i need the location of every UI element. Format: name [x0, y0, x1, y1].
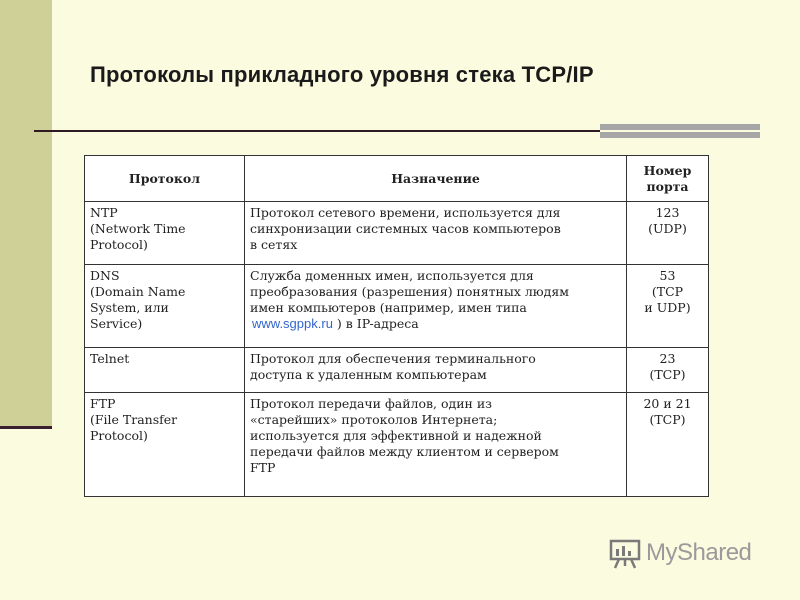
protocol-name: Telnet: [90, 350, 130, 366]
title-divider-block: [600, 124, 760, 138]
table-row: [85, 392, 709, 496]
purpose-cell: [245, 202, 627, 265]
protocol-fullname: Protocol): [90, 237, 148, 253]
port-number: 123: [655, 205, 680, 221]
protocol-name: FTP: [90, 395, 116, 411]
slide-title: Протоколы прикладного уровня стека TCP/IP: [90, 62, 594, 87]
header-port: [627, 156, 709, 202]
port-cell: [627, 392, 709, 496]
table-row: [85, 202, 709, 265]
protocol-fullname: (Domain Name: [90, 284, 186, 300]
purpose-text: ) в IP-адреса: [336, 316, 419, 332]
port-transport: (TCP): [649, 411, 686, 427]
purpose-text: в сетях: [250, 237, 298, 253]
purpose-text: синхронизации системных часов компьютеров: [250, 221, 561, 237]
protocol-table-container: [84, 155, 708, 497]
purpose-text: «старейших» протоколов Интернета;: [250, 411, 498, 427]
protocol-fullname: (Network Time: [90, 221, 186, 237]
purpose-text: используется для эффективной и надежной: [250, 427, 542, 443]
table-header-row: [85, 156, 709, 202]
port-transport: (TCP): [649, 366, 686, 382]
purpose-cell: [245, 347, 627, 392]
protocol-fullname: Service): [90, 316, 143, 332]
purpose-cell: [245, 392, 627, 496]
port-cell: [627, 265, 709, 347]
purpose-text: Протокол сетевого времени, используется для: [250, 205, 561, 221]
port-cell: [627, 347, 709, 392]
protocol-fullname: (File Transfer: [90, 411, 178, 427]
protocol-name: DNS: [90, 268, 120, 284]
left-accent-bar: [0, 0, 52, 428]
protocol-fullname: Protocol): [90, 427, 148, 443]
header-port-line2: порта: [646, 178, 689, 194]
purpose-text: преобразования (разрешения) понятных людям: [250, 284, 569, 300]
protocol-cell: [85, 347, 245, 392]
purpose-text: Служба доменных имен, используется для: [250, 268, 534, 284]
port-cell: [627, 202, 709, 265]
purpose-text: Протокол для обеспечения терминального: [250, 350, 536, 366]
protocol-cell: [85, 265, 245, 347]
purpose-text: доступа к удаленным компьютерам: [250, 366, 487, 382]
presentation-board-icon: [608, 536, 642, 570]
header-purpose: Назначение: [245, 156, 627, 202]
protocol-table: [84, 155, 709, 497]
purpose-cell: [245, 265, 627, 347]
protocol-name: NTP: [90, 205, 118, 221]
purpose-text: FTP: [250, 459, 276, 475]
purpose-text: передачи файлов между клиентом и сервером: [250, 443, 559, 459]
header-protocol: Протокол: [85, 156, 245, 202]
myshared-logo[interactable]: [608, 536, 751, 570]
port-number: 23: [659, 350, 676, 366]
port-transport: (TCP: [651, 284, 684, 300]
purpose-text: Протокол передачи файлов, один из: [250, 395, 492, 411]
protocol-cell: [85, 392, 245, 496]
table-row: [85, 265, 709, 347]
left-accent-underline: [0, 426, 52, 429]
port-transport: (UDP): [648, 221, 687, 237]
watermark-link[interactable]: www.sgppk.ru: [252, 316, 333, 332]
table-row: [85, 347, 709, 392]
logo-text: MyShared: [646, 539, 752, 566]
title-divider: [34, 130, 600, 132]
protocol-fullname: System, или: [90, 300, 169, 316]
header-port-line1: Номер: [643, 162, 692, 178]
port-number: 20 и 21: [643, 395, 692, 411]
port-number: 53: [659, 268, 676, 284]
protocol-cell: [85, 202, 245, 265]
port-transport: и UDP): [644, 300, 691, 316]
purpose-text: имен компьютеров (например, имен типа: [250, 300, 527, 316]
